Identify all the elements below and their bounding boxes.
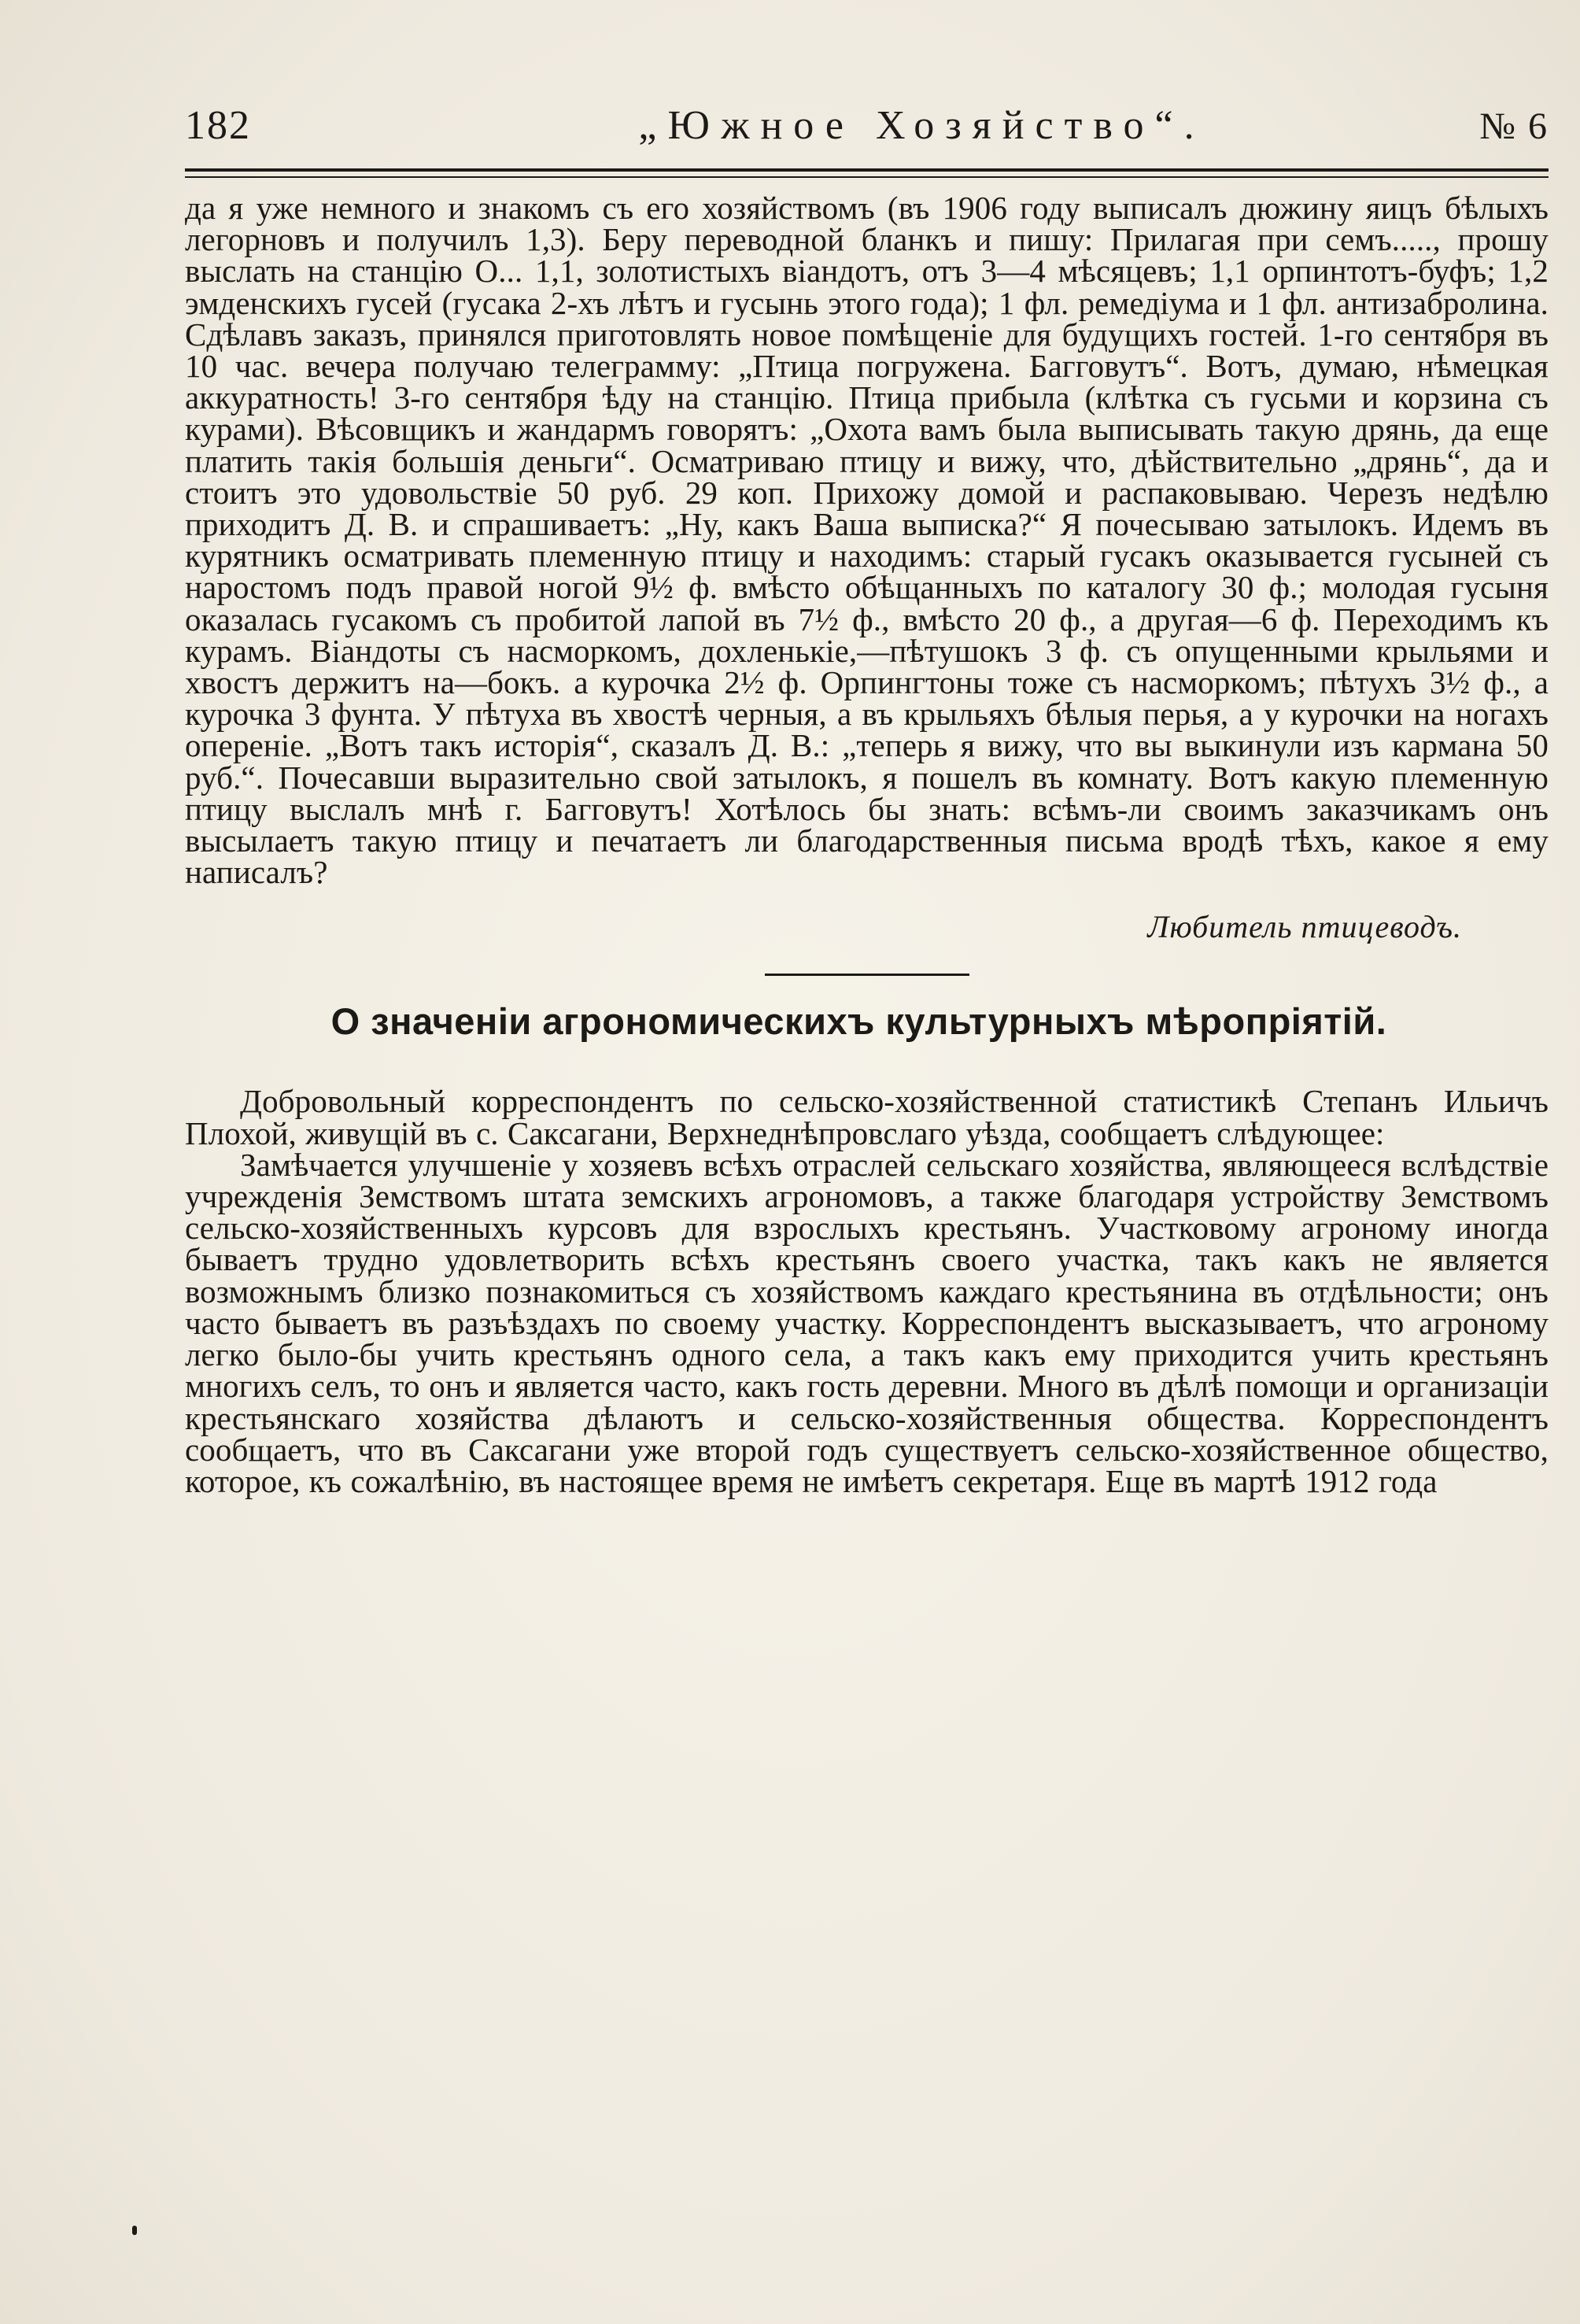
header-rule-thin: [185, 176, 1549, 178]
section-separator: [765, 974, 969, 976]
article-paragraph: Замѣчается улучшеніе у хозяевъ всѣхъ отраслей сельскаго хозяйства, являющееся вслѣдствіе учрежденія Земствомъ штата земскихъ агрономовъ, а также благодаря устройству Земствомъ сельско-хозяйственныхъ курсовъ для взрослыхъ крестьянъ. Участковому агроному иногда бываетъ трудно удовлетворить всѣхъ крестьянъ своего участка, такъ какъ не является возможнымъ близко познакомиться съ хозяйствомъ каждаго крестьянина въ отдѣльности; онъ часто бываетъ въ разъѣздахъ по своему участку. Корреспондентъ высказываетъ, что агроному легко было-бы учить крестьянъ одного села, а такъ какъ ему приходится учить крестьянъ многихъ селъ, то онъ и является часто, какъ гость деревни. Много въ дѣлѣ помощи и организаціи крестьянскаго хозяйства дѣлаютъ и сельско-хозяйственныя общества. Корреспондентъ сообщаетъ, что въ Саксагани уже второй годъ существуетъ сельско-хозяйственное общество, которое, къ сожалѣнію, въ настоящее время не имѣетъ секретаря. Еще въ мартѣ 1912 года: [185, 1146, 1549, 1499]
issue-number: № 6: [1479, 105, 1549, 147]
running-header: [185, 102, 1549, 150]
page-number: 182: [185, 103, 251, 148]
ink-speck: [132, 2226, 137, 2235]
header-rule-thick: [185, 168, 1549, 172]
signature: Любитель птицеводъ.: [1147, 909, 1462, 945]
article-poultry-letter: [185, 192, 1549, 945]
article-agronomy: [185, 1085, 1549, 1497]
journal-title: „Южное Хозяйство“.: [638, 103, 1205, 148]
article-heading: О значеніи агрономическихъ культурныхъ мѣропріятій.: [330, 1000, 1387, 1043]
article-paragraph: да я уже немного и знакомъ съ его хозяйствомъ (въ 1906 году выписалъ дюжину яицъ бѣлыхъ легорновъ и получилъ 1,3). Беру переводной бланкъ и пишу: Прилагая при семъ....., прошу выслать на станцію О... 1,1, золотистыхъ віандотъ, отъ 3—4 мѣсяцевъ; 1,1 орпинтотъ-буфъ; 1,2 эмденскихъ гусей (гусака 2-хъ лѣтъ и гусынь этого года); 1 фл. ремедіума и 1 фл. антизабролина. Сдѣлавъ заказъ, принялся приготовлять новое помѣщеніе для будущихъ гостей. 1-го сентября въ 10 час. вечера получаю телеграмму: „Птица погружена. Багговутъ“. Вотъ, думаю, нѣмецкая аккуратность! 3-го сентября ѣду на станцію. Птица прибыла (клѣтка съ гусьми и корзина съ курами). Вѣсовщикъ и жандармъ говорятъ: „Охота вамъ была выписывать такую дрянь, да еще платить такія большія деньги“. Осматриваю птицу и вижу, что, дѣйствительно „дрянь“, да и стоитъ это удовольствіе 50 руб. 29 коп. Прихожу домой и распаковываю. Черезъ недѣлю приходитъ Д. В. и спрашиваетъ: „Ну, какъ Ваша выписка?“ Я почесываю затылокъ. Идемъ въ курятникъ осматривать племенную птицу и находимъ: старый гусакъ оказывается гусыней съ наростомъ подъ правой ногой 9½ ф. вмѣсто обѣщанныхъ по каталогу 30 ф.; молодая гусыня оказалась гусакомъ съ пробитой лапой въ 7½ ф., вмѣсто 20 ф., а другая—6 ф. Переходимъ къ курамъ. Віандоты съ насморкомъ, дохленькіе,—пѣтушокъ 3 ф. съ опущенными крыльями и хвостъ держитъ на—бокъ. а курочка 2½ ф. Орпингтоны тоже съ насморкомъ; пѣтухъ 3½ ф., а курочка 3 фунта. У пѣтуха въ хвостѣ черныя, а въ крыльяхъ бѣлыя перья, а у курочки на ногахъ опереніе. „Вотъ такъ исторія“, сказалъ Д. В.: „теперь я вижу, что вы выкинули изъ кармана 50 руб.“. Почесавши выразительно свой затылокъ, я пошелъ въ комнату. Вотъ какую племенную птицу выслалъ мнѣ г. Багговутъ! Хотѣлось бы знать: всѣмъ-ли своимъ заказчикамъ онъ высылаетъ такую птицу и печатаетъ ли благодарственныя письма вродѣ тѣхъ, какое я ему написалъ?: [185, 190, 1549, 891]
article-paragraph: Добровольный корреспондентъ по сельско-хозяйственной статистикѣ Степанъ Ильичъ Плохой, живущій въ с. Саксагани, Верхнеднѣпровслаго уѣзда, сообщаетъ слѣдующее:: [185, 1083, 1549, 1151]
